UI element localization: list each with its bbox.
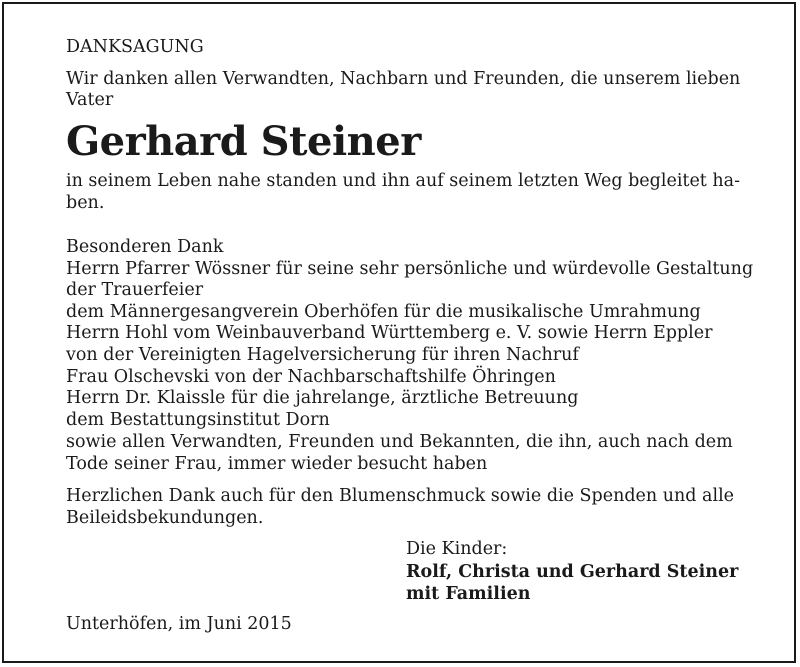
- after-name-line: in seinem Leben nahe standen und ihn auf seinem letzten Weg begleitet ha-: [66, 171, 741, 191]
- thanks-line: dem Bestattungsinstitut Dorn: [66, 410, 330, 430]
- thanks-line: Herrn Dr. Klaissle für die jahrelange, ärztliche Betreuung: [66, 388, 579, 408]
- closing-line: Herzlichen Dank auch für den Blumenschmuck sowie die Spenden und alle: [66, 486, 735, 506]
- thanks-line: der Trauerfeier: [66, 280, 204, 300]
- closing-line: Beileidsbekundungen.: [66, 508, 264, 528]
- signature-label: Die Kinder:: [406, 539, 508, 559]
- signature-names: mit Familien: [406, 584, 531, 604]
- thanks-line: Tode seiner Frau, immer wieder besucht haben: [66, 454, 488, 474]
- deceased-name: Gerhard Steiner: [66, 118, 421, 165]
- thanks-line: dem Männergesangverein Oberhöfen für die musikalische Umrahmung: [66, 302, 701, 322]
- notice-frame: [2, 2, 796, 663]
- intro-line: Vater: [66, 90, 114, 110]
- heading: DANKSAGUNG: [66, 37, 204, 57]
- thanks-line: von der Vereinigten Hagelversicherung für ihren Nachruf: [66, 345, 579, 365]
- signature-names: Rolf, Christa und Gerhard Steiner: [406, 562, 739, 582]
- intro-line: Wir danken allen Verwandten, Nachbarn und Freunden, die unserem lieben: [66, 69, 741, 89]
- after-name-line: ben.: [66, 193, 105, 213]
- special-thanks-title: Besonderen Dank: [66, 237, 224, 257]
- place-date: Unterhöfen, im Juni 2015: [66, 614, 292, 634]
- thanks-line: sowie allen Verwandten, Freunden und Bekannten, die ihn, auch nach dem: [66, 432, 733, 452]
- thanks-line: Frau Olschevski von der Nachbarschaftshilfe Öhringen: [66, 367, 556, 387]
- thanks-line: Herrn Hohl vom Weinbauverband Württemberg e. V. sowie Herrn Eppler: [66, 323, 713, 343]
- thanks-line: Herrn Pfarrer Wössner für seine sehr persönliche und würdevolle Gestaltung: [66, 259, 754, 279]
